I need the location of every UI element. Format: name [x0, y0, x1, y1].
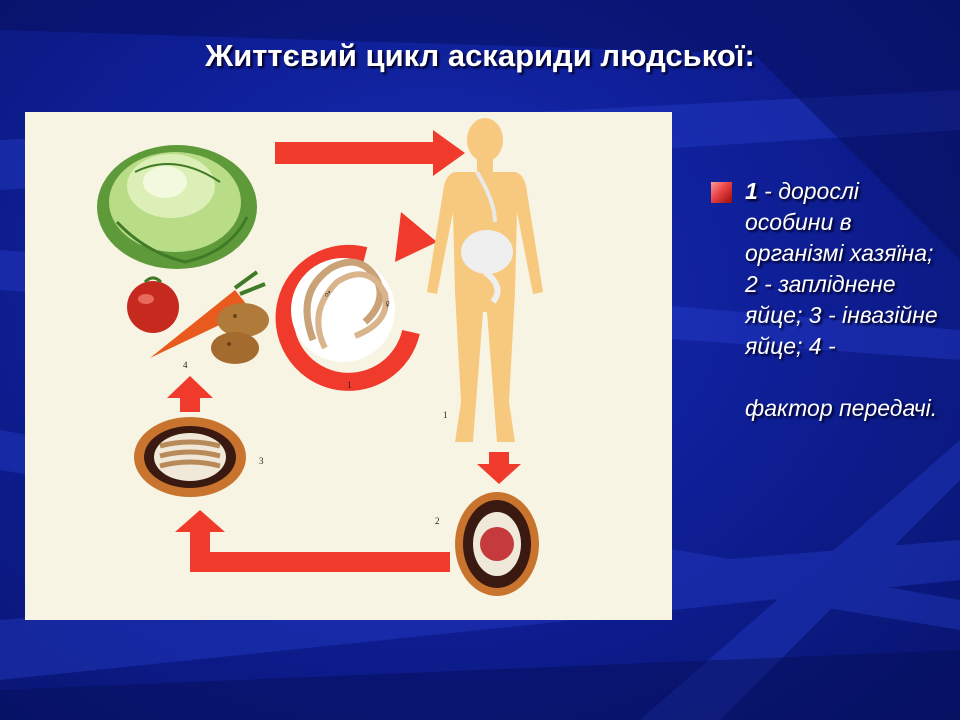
vegetables-image — [127, 272, 269, 364]
arrow-up — [167, 376, 213, 412]
caption-number: 1 — [745, 178, 758, 204]
bullet-icon — [711, 182, 732, 203]
arrow-to-host — [275, 130, 465, 176]
cabbage-image — [97, 145, 257, 269]
label-3: 3 — [259, 456, 264, 466]
female-symbol: ♀ — [383, 297, 392, 311]
slide-title: Життєвий цикл аскариди людської: — [205, 38, 755, 73]
arrow-return — [175, 510, 450, 562]
arrow-down — [477, 452, 521, 484]
caption-tail: фактор передачі. — [745, 395, 938, 421]
adult-worms-image — [285, 212, 437, 382]
label-1-body: 1 — [443, 410, 448, 420]
caption-body: - дорослі особини в організмі хазяїна; 2 - запліднене яйце; 3 - інвазійне яйце; 4 - — [745, 178, 938, 359]
fertilized-egg-image — [455, 492, 539, 596]
caption-text — [745, 176, 950, 424]
label-4-top: 4 — [183, 360, 188, 370]
label-1-worms: 1 — [347, 380, 352, 390]
male-symbol: ♂ — [323, 287, 332, 301]
caption-gap — [745, 362, 950, 393]
life-cycle-illustration — [25, 112, 672, 620]
label-2: 2 — [435, 516, 440, 526]
invasive-egg-image — [134, 417, 246, 497]
